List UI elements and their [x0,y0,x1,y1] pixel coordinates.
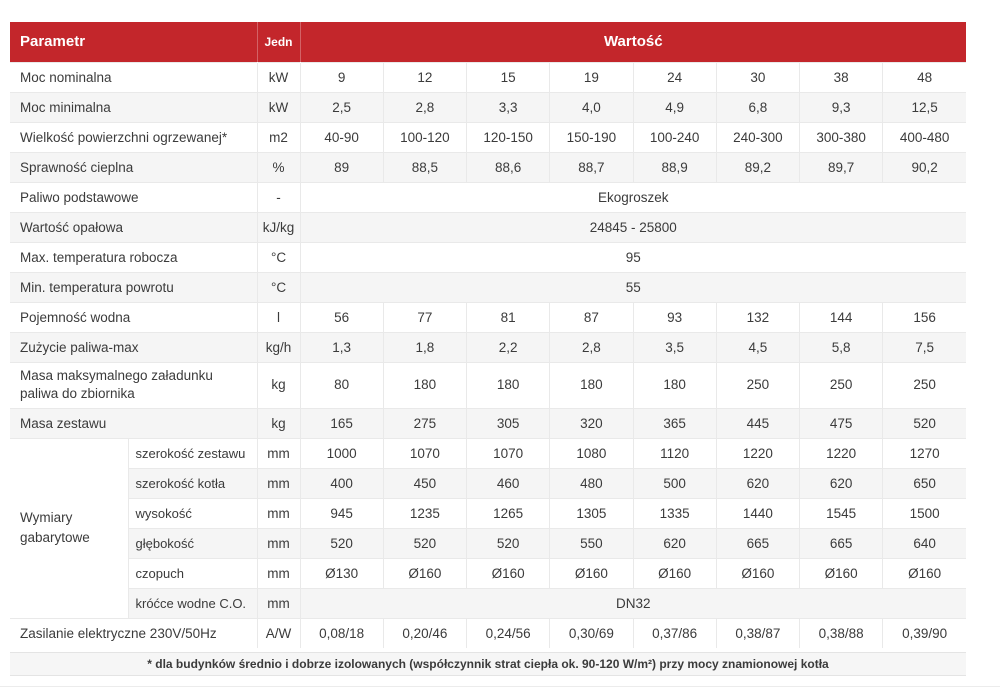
table-row [10,92,966,122]
value-cell: 4,9 [633,92,716,122]
table-row [10,242,966,272]
value-cell: 165 [300,408,383,438]
bottom-divider [0,686,1000,687]
param-cell: Moc nominalna [10,62,257,92]
value-cell: 4,0 [550,92,633,122]
value-cell: 945 [300,498,383,528]
value-cell: 0,20/46 [383,618,466,648]
value-cell: 88,6 [467,152,550,182]
value-cell: 38 [800,62,883,92]
value-span-cell: DN32 [300,588,966,618]
value-cell: 0,38/88 [800,618,883,648]
value-cell: 15 [467,62,550,92]
value-cell: 180 [633,362,716,408]
value-cell: 480 [550,468,633,498]
value-cell: 305 [467,408,550,438]
value-cell: 9 [300,62,383,92]
value-cell: 475 [800,408,883,438]
value-cell: 665 [716,528,799,558]
value-cell: 1,8 [383,332,466,362]
value-cell: 450 [383,468,466,498]
value-cell: 89,7 [800,152,883,182]
value-cell: 3,5 [633,332,716,362]
value-cell: 2,2 [467,332,550,362]
value-cell: 48 [883,62,966,92]
header-wartosc: Wartość [300,22,966,62]
value-cell: 520 [300,528,383,558]
param-cell: króćce wodne C.O. [128,588,257,618]
value-cell: 2,8 [383,92,466,122]
table-row [10,588,966,618]
value-cell: 87 [550,302,633,332]
param-cell: Min. temperatura powrotu [10,272,257,302]
unit-cell: kW [257,92,300,122]
value-cell: 0,38/87 [716,618,799,648]
value-cell: 4,5 [716,332,799,362]
value-cell: 1305 [550,498,633,528]
value-cell: 144 [800,302,883,332]
value-cell: 88,7 [550,152,633,182]
param-cell: Pojemność wodna [10,302,257,332]
value-cell: 0,39/90 [883,618,966,648]
header-row [10,22,966,62]
value-cell: 100-240 [633,122,716,152]
unit-cell: % [257,152,300,182]
value-cell: 250 [800,362,883,408]
value-cell: 1235 [383,498,466,528]
value-cell: 12 [383,62,466,92]
table-row [10,272,966,302]
value-cell: 320 [550,408,633,438]
value-cell: 300-380 [800,122,883,152]
value-cell: 2,5 [300,92,383,122]
table-row [10,528,966,558]
value-cell: 93 [633,302,716,332]
value-cell: 620 [716,468,799,498]
value-cell: Ø160 [883,558,966,588]
value-cell: 90,2 [883,152,966,182]
value-cell: 19 [550,62,633,92]
value-cell: 1545 [800,498,883,528]
param-cell: szerokość zestawu [128,438,257,468]
value-cell: 620 [633,528,716,558]
unit-cell: mm [257,438,300,468]
value-cell: Ø160 [383,558,466,588]
table-row [10,468,966,498]
value-cell: 9,3 [800,92,883,122]
param-cell: Wartość opałowa [10,212,257,242]
param-cell: Masa maksymalnego załadunku paliwa do zbiornika [10,362,257,408]
unit-cell: mm [257,468,300,498]
unit-cell: kg [257,408,300,438]
spec-table-wrap [10,22,966,676]
value-cell: 0,24/56 [467,618,550,648]
value-cell: 1220 [716,438,799,468]
table-row [10,498,966,528]
param-cell: Max. temperatura robocza [10,242,257,272]
value-span-cell: 55 [300,272,966,302]
value-cell: 3,3 [467,92,550,122]
value-cell: 365 [633,408,716,438]
value-cell: Ø130 [300,558,383,588]
value-cell: 275 [383,408,466,438]
value-span-cell: Ekogroszek [300,182,966,212]
value-cell: 88,9 [633,152,716,182]
value-cell: 100-120 [383,122,466,152]
value-cell: 77 [383,302,466,332]
value-cell: 89 [300,152,383,182]
value-cell: 1070 [467,438,550,468]
table-row [10,122,966,152]
value-cell: 250 [716,362,799,408]
table-row [10,332,966,362]
param-cell: Zasilanie elektryczne 230V/50Hz [10,618,257,648]
unit-cell: kJ/kg [257,212,300,242]
value-cell: 0,37/86 [633,618,716,648]
value-cell: 1070 [383,438,466,468]
value-cell: 89,2 [716,152,799,182]
unit-cell: mm [257,588,300,618]
value-cell: Ø160 [467,558,550,588]
unit-cell: m2 [257,122,300,152]
value-cell: Ø160 [633,558,716,588]
unit-cell: kg [257,362,300,408]
value-cell: 0,08/18 [300,618,383,648]
value-cell: 445 [716,408,799,438]
value-cell: 1080 [550,438,633,468]
value-cell: 1220 [800,438,883,468]
value-cell: 620 [800,468,883,498]
value-cell: 156 [883,302,966,332]
value-cell: Ø160 [716,558,799,588]
value-cell: 132 [716,302,799,332]
unit-cell: mm [257,558,300,588]
param-cell: wysokość [128,498,257,528]
table-row [10,618,966,648]
unit-cell: kW [257,62,300,92]
value-cell: 500 [633,468,716,498]
value-span-cell: 95 [300,242,966,272]
table-row [10,408,966,438]
value-cell: 1335 [633,498,716,528]
unit-cell: kg/h [257,332,300,362]
param-cell: szerokość kotła [128,468,257,498]
table-row [10,212,966,242]
value-cell: 520 [383,528,466,558]
table-row [10,558,966,588]
param-cell: Masa zestawu [10,408,257,438]
param-cell: czopuch [128,558,257,588]
value-cell: 180 [383,362,466,408]
unit-cell: mm [257,498,300,528]
unit-cell: l [257,302,300,332]
param-cell: Sprawność cieplna [10,152,257,182]
param-cell: Paliwo podstawowe [10,182,257,212]
table-row [10,182,966,212]
value-cell: 56 [300,302,383,332]
value-cell: 120-150 [467,122,550,152]
value-cell: 24 [633,62,716,92]
value-cell: 665 [800,528,883,558]
value-cell: 180 [467,362,550,408]
footnote: * dla budynków średnio i dobrze izolowanych (współczynnik strat ciepła ok. 90-120 W/m²) przy mocy znamionowej kotła [10,652,966,676]
table-row [10,62,966,92]
value-cell: 240-300 [716,122,799,152]
value-cell: 12,5 [883,92,966,122]
value-cell: 1440 [716,498,799,528]
unit-cell: °C [257,242,300,272]
value-cell: 0,30/69 [550,618,633,648]
value-cell: 650 [883,468,966,498]
header-parametr: Parametr [10,22,257,62]
value-cell: 1270 [883,438,966,468]
value-cell: 400 [300,468,383,498]
value-cell: 400-480 [883,122,966,152]
value-cell: 1,3 [300,332,383,362]
value-cell: 520 [883,408,966,438]
param-cell: Zużycie paliwa-max [10,332,257,362]
value-cell: Ø160 [800,558,883,588]
table-row [10,438,966,468]
unit-cell: - [257,182,300,212]
table-row [10,152,966,182]
value-cell: 460 [467,468,550,498]
value-cell: 40-90 [300,122,383,152]
value-cell: 640 [883,528,966,558]
value-cell: 1000 [300,438,383,468]
unit-cell: mm [257,528,300,558]
value-cell: 250 [883,362,966,408]
header-jedn: Jedn [257,22,300,62]
value-cell: 1265 [467,498,550,528]
value-cell: 80 [300,362,383,408]
value-cell: 30 [716,62,799,92]
value-cell: 150-190 [550,122,633,152]
param-cell: głębokość [128,528,257,558]
table-row [10,302,966,332]
value-cell: 6,8 [716,92,799,122]
unit-cell: A/W [257,618,300,648]
param-cell: Wielkość powierzchni ogrzewanej* [10,122,257,152]
value-cell: 1500 [883,498,966,528]
value-cell: 180 [550,362,633,408]
param-cell: Moc minimalna [10,92,257,122]
value-span-cell: 24845 - 25800 [300,212,966,242]
group-label-cell: Wymiary gabarytowe [10,438,128,618]
unit-cell: °C [257,272,300,302]
spec-table [10,22,966,648]
value-cell: 550 [550,528,633,558]
value-cell: 5,8 [800,332,883,362]
value-cell: 81 [467,302,550,332]
value-cell: 1120 [633,438,716,468]
value-cell: 2,8 [550,332,633,362]
value-cell: 7,5 [883,332,966,362]
value-cell: 88,5 [383,152,466,182]
value-cell: Ø160 [550,558,633,588]
table-row [10,362,966,408]
value-cell: 520 [467,528,550,558]
